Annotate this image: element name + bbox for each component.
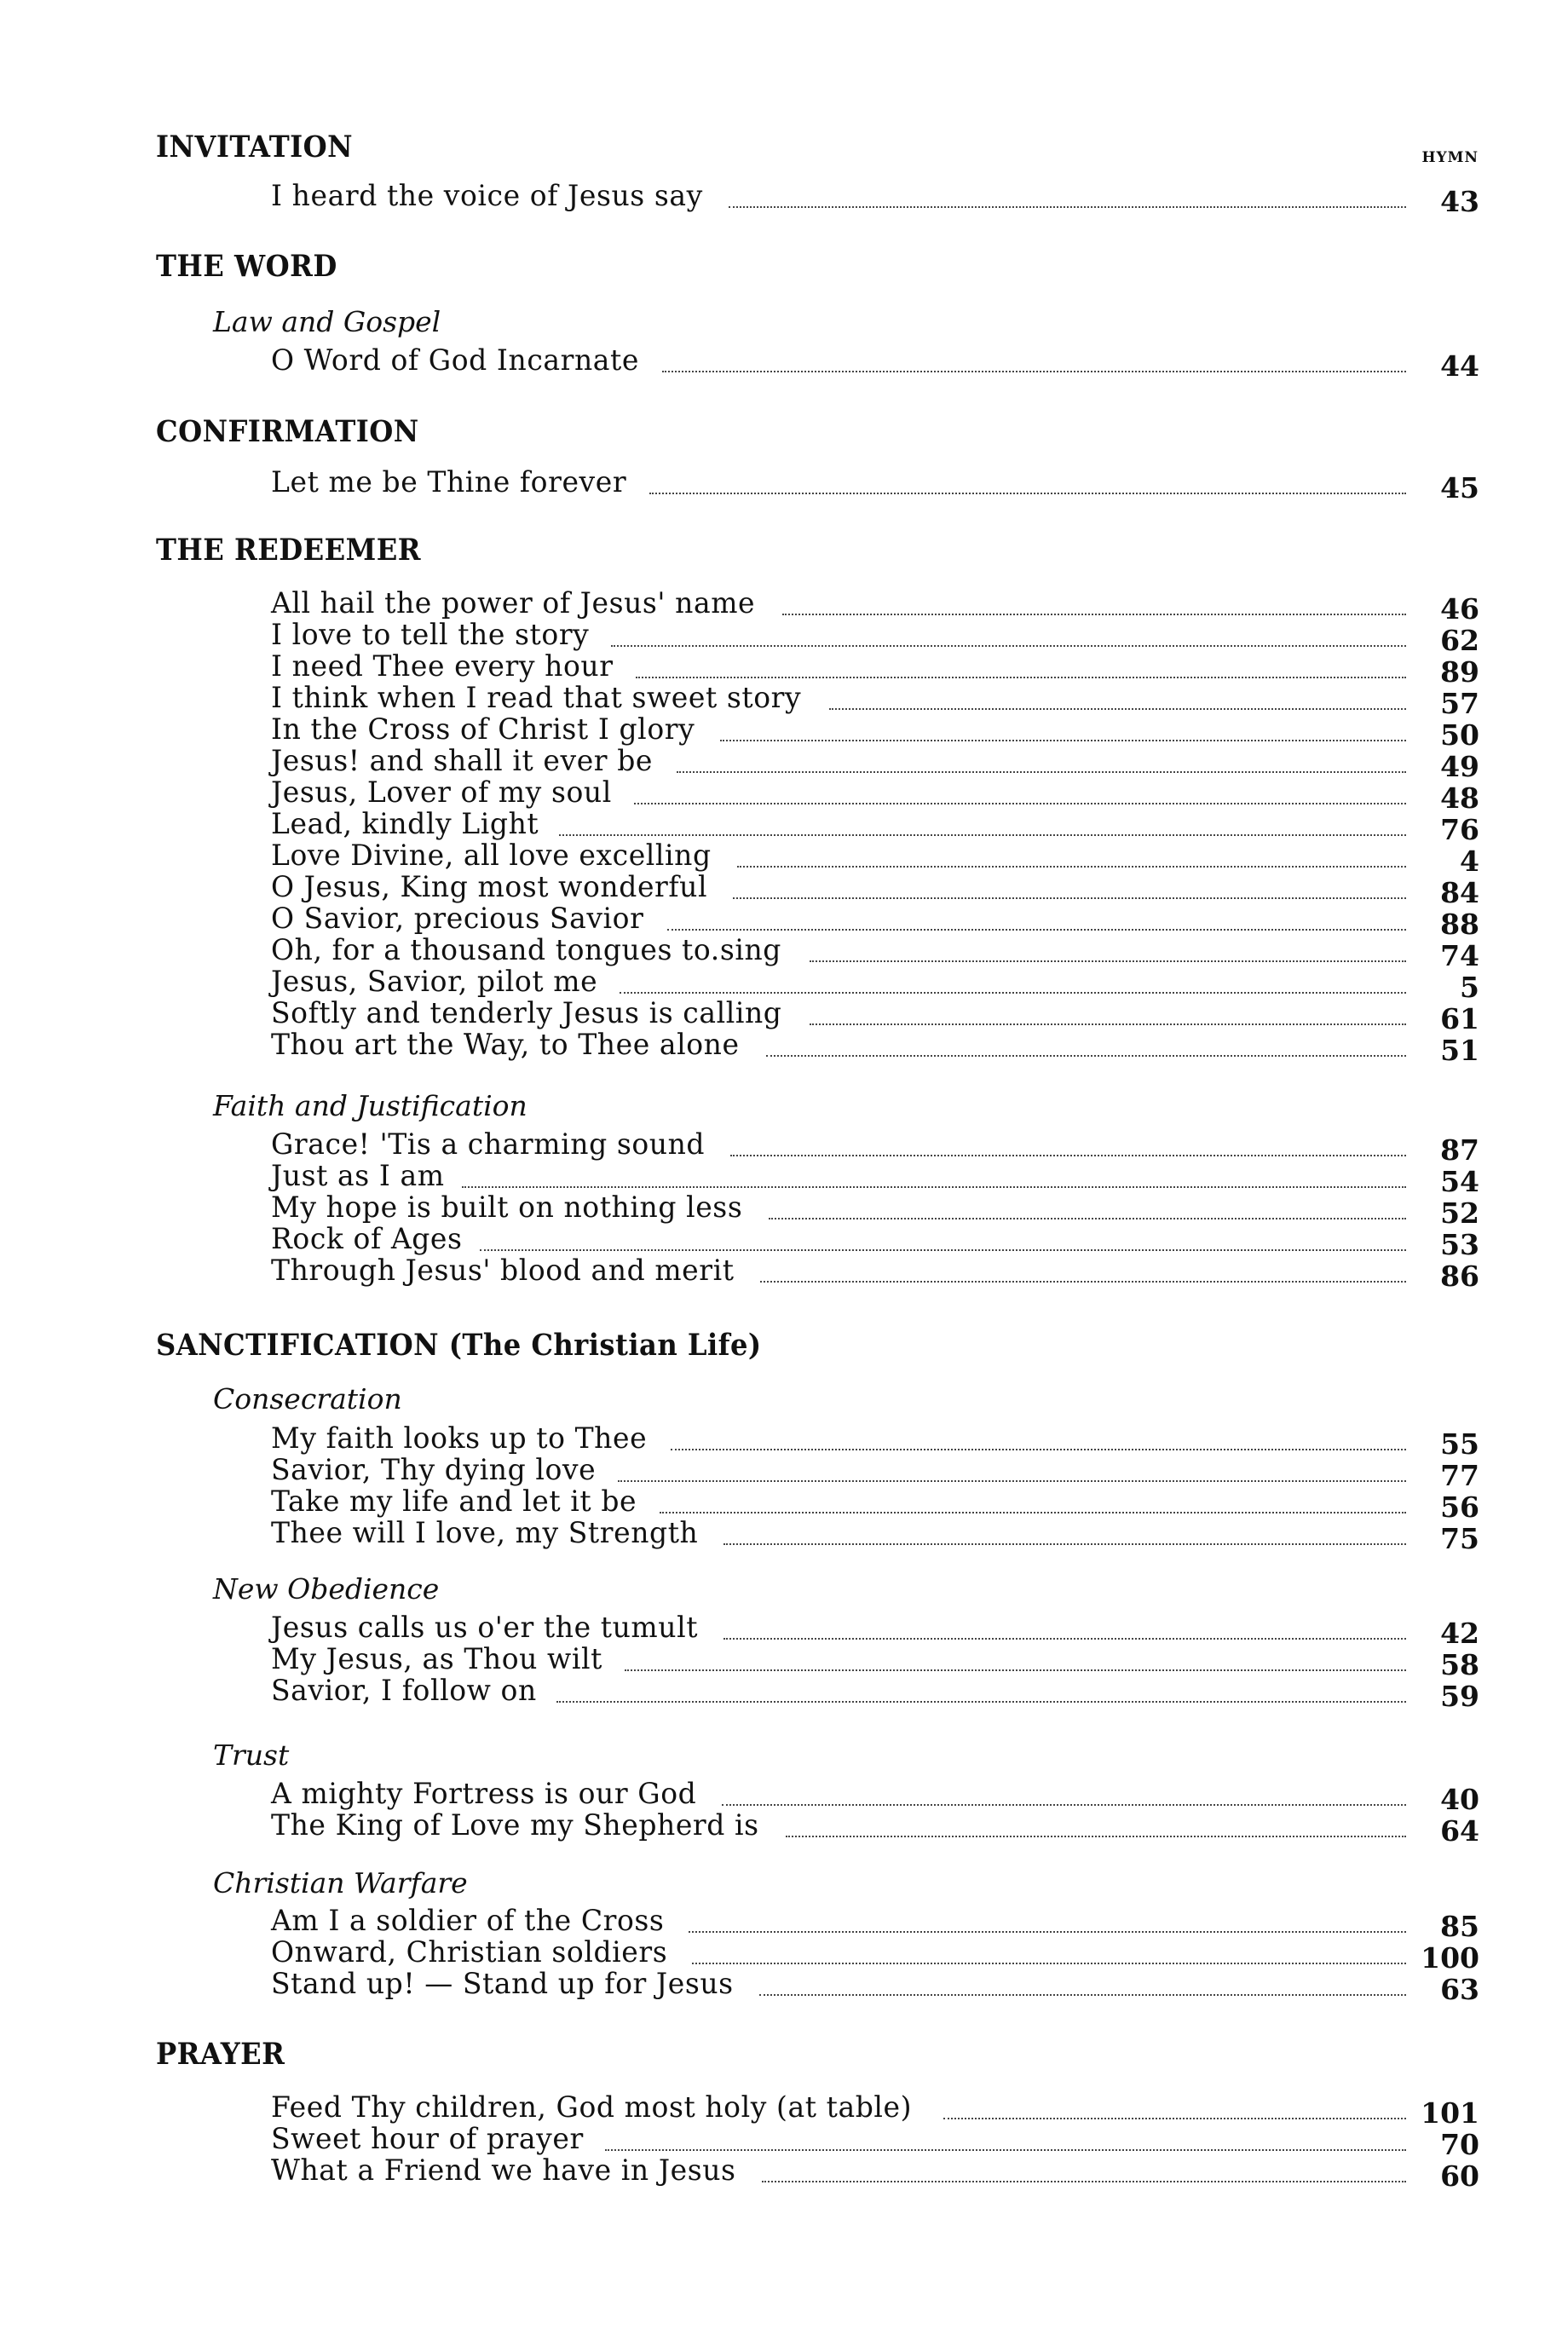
dot-leader: [782, 614, 1406, 615]
hymn-title: I think when I read that sweet story: [271, 681, 802, 715]
dot-leader: [605, 2149, 1406, 2151]
hymn-number: 74: [1440, 939, 1479, 972]
hymn-entry: [271, 902, 1479, 941]
dot-leader: [730, 1155, 1406, 1156]
hymn-title: Savior, Thy dying love: [271, 1453, 597, 1487]
hymn-number: 101: [1421, 2096, 1479, 2130]
section-heading: THE WORD: [156, 249, 337, 284]
dot-leader: [660, 1512, 1406, 1513]
hymn-entry: [271, 1935, 1479, 1975]
section-heading: INVITATION: [156, 130, 354, 164]
hymn-entry: [271, 1674, 1479, 1713]
hymn-number: 49: [1440, 750, 1479, 783]
hymn-number: 43: [1440, 185, 1479, 218]
hymn-title: A mighty Fortress is our God: [271, 1777, 697, 1811]
dot-leader: [829, 708, 1406, 710]
hymn-title: All hail the power of Jesus' name: [271, 586, 756, 620]
hymn-title: In the Cross of Christ I glory: [271, 712, 695, 747]
hymn-entry: [271, 1611, 1479, 1650]
hymn-title: Jesus! and shall it ever be: [271, 744, 654, 778]
hymn-title: I heard the voice of Jesus say: [271, 179, 703, 213]
hymn-number: 5: [1460, 971, 1479, 1004]
hymn-title: Jesus, Savior, pilot me: [271, 965, 598, 999]
hymn-title: The King of Love my Shepherd is: [271, 1808, 759, 1842]
hymn-title: Jesus, Lover of my soul: [271, 775, 612, 810]
dot-leader: [720, 740, 1406, 741]
dot-leader: [733, 897, 1406, 899]
dot-leader: [786, 1836, 1406, 1837]
hymn-title: Savior, I follow on: [271, 1674, 537, 1708]
hymn-entry: [271, 649, 1479, 689]
hymn-number: 55: [1440, 1427, 1479, 1461]
hymn-entry: [271, 1028, 1479, 1067]
dot-leader: [636, 677, 1406, 678]
hymn-title: Thou art the Way, to Thee alone: [271, 1028, 740, 1062]
hymn-entry: [271, 1159, 1479, 1198]
hymn-title: I love to tell the story: [271, 618, 590, 652]
hymn-number: 70: [1440, 2128, 1479, 2161]
dot-leader: [722, 1804, 1406, 1806]
dot-leader: [810, 960, 1407, 962]
section-heading: PRAYER: [156, 2037, 285, 2072]
hymn-entry: [271, 1485, 1479, 1524]
subsection-heading: New Obedience: [213, 1572, 440, 1606]
hymn-number: 87: [1440, 1133, 1479, 1167]
hymn-entry: [271, 1808, 1479, 1848]
section-heading: SANCTIFICATION (The Christian Life): [156, 1328, 762, 1363]
hymn-title: I need Thee every hour: [271, 649, 614, 683]
subsection-heading: Faith and Justification: [213, 1089, 527, 1122]
hymn-number: 44: [1440, 349, 1479, 383]
hymn-number: 48: [1440, 781, 1479, 815]
hymn-number: 54: [1440, 1165, 1479, 1198]
dot-leader: [729, 206, 1406, 208]
hymn-title: Lead, kindly Light: [271, 807, 539, 841]
hymn-title: Onward, Christian soldiers: [271, 1935, 668, 1969]
hymn-entry: [271, 465, 1479, 504]
hymn-entry: [271, 1453, 1479, 1492]
hymn-number: 52: [1440, 1196, 1479, 1230]
hymn-entry: [271, 1777, 1479, 1816]
dot-leader: [689, 1931, 1406, 1933]
dot-leader: [723, 1638, 1406, 1640]
section-heading: CONFIRMATION: [156, 414, 419, 449]
hymn-number: 85: [1440, 1910, 1479, 1943]
hymn-number: 59: [1440, 1680, 1479, 1713]
hymn-title: My faith looks up to Thee: [271, 1421, 648, 1456]
hymn-number: 88: [1440, 908, 1479, 941]
hymn-number: 53: [1440, 1228, 1479, 1261]
hymn-entry: [271, 2122, 1479, 2161]
hymn-number: 89: [1440, 655, 1479, 689]
hymn-title: Love Divine, all love excelling: [271, 839, 712, 873]
subsection-heading: Christian Warfare: [213, 1866, 468, 1900]
hymn-number: 58: [1440, 1648, 1479, 1681]
hymn-entry: [271, 933, 1479, 972]
hymn-entry: [271, 807, 1479, 846]
dot-leader: [723, 1543, 1406, 1545]
hymn-entry: [271, 744, 1479, 783]
hymn-title: O Jesus, King most wonderful: [271, 870, 708, 904]
hymn-number: 42: [1440, 1617, 1479, 1650]
hymn-title: Jesus calls us o'er the tumult: [271, 1611, 699, 1645]
hymn-entry: [271, 1967, 1479, 2006]
dot-leader: [759, 1994, 1406, 1996]
hymn-title: Rock of Ages: [271, 1222, 463, 1256]
dot-leader: [634, 803, 1406, 804]
dot-leader: [480, 1249, 1406, 1251]
subsection-heading: Consecration: [213, 1382, 402, 1415]
hymn-title: O Savior, precious Savior: [271, 902, 644, 936]
hymn-entry: [271, 996, 1479, 1035]
hymn-title: Stand up! — Stand up for Jesus: [271, 1967, 734, 2001]
hymn-number: 57: [1440, 687, 1479, 720]
hymn-number: 63: [1440, 1973, 1479, 2006]
dot-leader: [760, 1281, 1406, 1283]
dot-leader: [692, 1963, 1406, 1964]
hymn-entry: [271, 343, 1479, 383]
hymn-title: My hope is built on nothing less: [271, 1191, 743, 1225]
dot-leader: [625, 1669, 1406, 1671]
hymn-number: 45: [1440, 471, 1479, 504]
dot-leader: [618, 1480, 1406, 1482]
hymn-title: Let me be Thine forever: [271, 465, 627, 499]
hymn-title: What a Friend we have in Jesus: [271, 2153, 736, 2188]
hymn-entry: [271, 1642, 1479, 1681]
hymn-title: Just as I am: [271, 1159, 445, 1193]
dot-leader: [559, 834, 1406, 836]
hymn-title: Through Jesus' blood and merit: [271, 1254, 735, 1288]
hymn-title: Oh, for a thousand tongues to.sing: [271, 933, 781, 967]
hymn-number: 60: [1440, 2159, 1479, 2193]
hymn-number: 40: [1440, 1783, 1479, 1816]
dot-leader: [943, 2118, 1406, 2119]
hymn-entry: [271, 1421, 1479, 1461]
hymn-number: 46: [1440, 592, 1479, 626]
hymn-title: Grace! 'Tis a charming sound: [271, 1127, 706, 1162]
subsection-heading: Trust: [213, 1738, 290, 1772]
dot-leader: [662, 371, 1406, 372]
hymn-number: 100: [1421, 1941, 1479, 1975]
hymn-number: 51: [1440, 1034, 1479, 1067]
hymn-number: 62: [1440, 624, 1479, 657]
hymn-entry: [271, 775, 1479, 815]
hymn-entry: [271, 1127, 1479, 1167]
hymn-entry: [271, 1904, 1479, 1943]
dot-leader: [671, 1449, 1406, 1450]
dot-leader: [462, 1186, 1406, 1188]
subsection-heading: Law and Gospel: [213, 305, 441, 338]
hymn-number: 61: [1440, 1002, 1479, 1035]
dot-leader: [737, 866, 1406, 868]
hymn-number: 86: [1440, 1260, 1479, 1293]
hymn-number: 75: [1440, 1522, 1479, 1555]
dot-leader: [556, 1701, 1406, 1703]
hymn-number: 50: [1440, 718, 1479, 752]
hymn-entry: [271, 1222, 1479, 1261]
hymn-entry: [271, 586, 1479, 626]
hymn-entry: [271, 1254, 1479, 1293]
hymn-title: Thee will I love, my Strength: [271, 1516, 699, 1550]
hymn-entry: [271, 681, 1479, 720]
hymn-entry: [271, 965, 1479, 1004]
dot-leader: [810, 1023, 1406, 1025]
dot-leader: [611, 645, 1406, 647]
hymn-entry: [271, 2153, 1479, 2193]
hymn-entry: [271, 839, 1479, 878]
hymn-number: 76: [1440, 813, 1479, 846]
hymn-number: 64: [1440, 1814, 1479, 1848]
hymn-entry: [271, 1191, 1479, 1230]
hymn-entry: [271, 712, 1479, 752]
hymn-entry: [271, 618, 1479, 657]
hymn-title: Softly and tenderly Jesus is calling: [271, 996, 782, 1030]
hymn-number: 84: [1440, 876, 1479, 909]
hymn-number: 56: [1440, 1490, 1479, 1524]
dot-leader: [677, 771, 1406, 773]
dot-leader: [766, 1055, 1406, 1057]
hymn-entry: [271, 2090, 1479, 2130]
hymn-entry: [271, 1516, 1479, 1555]
hymn-entry: [271, 870, 1479, 909]
hymn-column-label: HYMN: [1421, 149, 1479, 166]
hymn-title: Feed Thy children, God most holy (at table): [271, 2090, 913, 2125]
dot-leader: [620, 992, 1406, 994]
hymn-title: O Word of God Incarnate: [271, 343, 639, 378]
hymn-number: 4: [1460, 845, 1479, 878]
hymn-number: 77: [1440, 1459, 1479, 1492]
hymn-title: Take my life and let it be: [271, 1485, 637, 1519]
hymn-title: My Jesus, as Thou wilt: [271, 1642, 602, 1676]
section-heading: THE REDEEMER: [156, 533, 421, 568]
hymn-title: Sweet hour of prayer: [271, 2122, 584, 2156]
hymn-title: Am I a soldier of the Cross: [271, 1904, 665, 1938]
dot-leader: [769, 1218, 1406, 1219]
dot-leader: [667, 929, 1406, 931]
hymn-entry: [271, 179, 1479, 218]
dot-leader: [649, 493, 1406, 494]
dot-leader: [762, 2181, 1406, 2182]
